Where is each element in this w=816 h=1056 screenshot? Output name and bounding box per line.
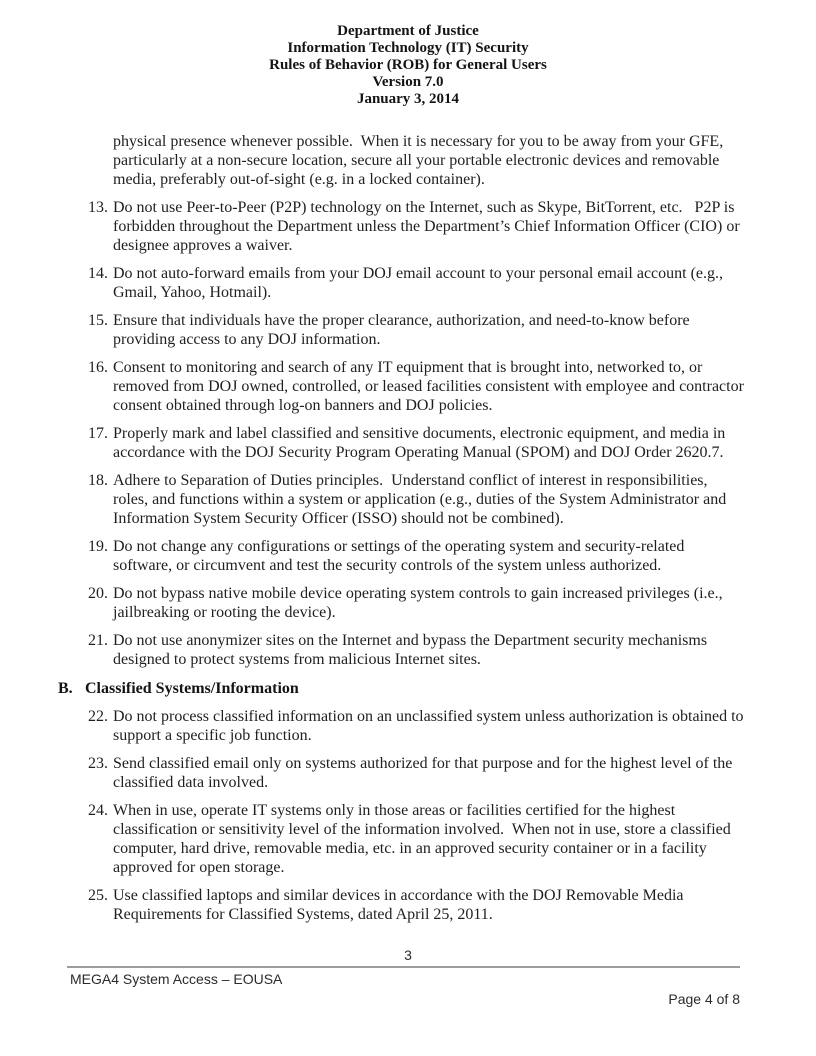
- continuation-paragraph: physical presence whenever possible. When it is necessary for you to be away from your GFE, particularly at a non-secure location, secure all your portable electronic devices and removable media, preferably out-of-sight (e.g. in a locked container).: [113, 133, 728, 188]
- list-item-text: Adhere to Separation of Duties principles. Understand conflict of interest in responsibilities, roles, and functions within a system or application (e.g., duties of the System Administrator and Information System Security Officer (ISSO) should not be combined).: [113, 472, 731, 527]
- list-item-number: 20.: [88, 585, 108, 602]
- header-line-it-security: Information Technology (IT) Security: [287, 40, 529, 56]
- list-item-text: Send classified email only on systems authorized for that purpose and for the highest level of the classified data involved.: [113, 755, 737, 791]
- list-item-text: Properly mark and label classified and sensitive documents, electronic equipment, and media in accordance with the DOJ Security Program Operating Manual (SPOM) and DOJ Order 2620.7.: [113, 425, 730, 461]
- document-body: [0, 132, 816, 933]
- list-item-13: [0, 198, 816, 255]
- list-item-text: Do not auto-forward emails from your DOJ email account to your personal email account (e.g., Gmail, Yahoo, Hotmail).: [113, 265, 728, 301]
- list-item-20: [0, 584, 816, 622]
- list-item-number: 19.: [88, 538, 108, 555]
- header-line-department: Department of Justice: [337, 23, 479, 39]
- document-page-number: 3: [404, 947, 412, 963]
- list-item-number: 23.: [88, 755, 108, 772]
- list-item-14: [0, 264, 816, 302]
- list-item-number: 16.: [88, 359, 108, 376]
- section-title: Classified Systems/Information: [85, 680, 299, 697]
- list-item-text: Use classified laptops and similar devices in accordance with the DOJ Removable Media Requirements for Classified Systems, dated April 25, 2011.: [113, 887, 688, 923]
- section-heading-classified-systems: [0, 679, 816, 699]
- list-item-16: [0, 358, 816, 415]
- list-item-text: Do not use Peer-to-Peer (P2P) technology on the Internet, such as Skype, BitTorrent, etc. P2P is forbidden throughout the Department unless the Department’s Chief Information Officer (CIO) or designee approves a waiver.: [113, 199, 744, 254]
- list-item-text: Do not bypass native mobile device operating system controls to gain increased privileges (i.e., jailbreaking or rooting the device).: [113, 585, 727, 621]
- list-item-17: [0, 424, 816, 462]
- list-item-text: Do not change any configurations or settings of the operating system and security-related software, or circumvent and test the security controls of the system unless authorized.: [113, 538, 689, 574]
- header-line-rob-title: Rules of Behavior (ROB) for General Users: [269, 57, 547, 73]
- list-item-number: 15.: [88, 312, 108, 329]
- list-item-25: [0, 886, 816, 924]
- footer-divider: [67, 966, 740, 968]
- list-item-number: 18.: [88, 472, 108, 489]
- list-item-21: [0, 631, 816, 669]
- header-line-version: Version 7.0: [372, 74, 444, 90]
- list-item-number: 21.: [88, 632, 108, 649]
- list-item-18: [0, 471, 816, 528]
- list-item-number: 25.: [88, 887, 108, 904]
- list-item-number: 17.: [88, 425, 108, 442]
- list-item-15: [0, 311, 816, 349]
- list-item-22: [0, 707, 816, 745]
- footer-page-indicator: Page 4 of 8: [668, 991, 740, 1007]
- document-header: [0, 23, 816, 108]
- list-item-text: Consent to monitoring and search of any IT equipment that is brought into, networked to, or removed from DOJ owned, controlled, or leased facilities consistent with employee and contractor consent obtained through log-on banners and DOJ policies.: [113, 359, 748, 414]
- list-item-19: [0, 537, 816, 575]
- list-item-number: 22.: [88, 708, 108, 725]
- footer-system-label: MEGA4 System Access – EOUSA: [70, 971, 283, 987]
- list-item-number: 14.: [88, 265, 108, 282]
- list-item-number: 24.: [88, 802, 108, 819]
- section-letter: B.: [58, 680, 73, 697]
- list-item-number: 13.: [88, 199, 108, 216]
- list-item-text: Do not use anonymizer sites on the Internet and bypass the Department security mechanisms designed to protect systems from malicious Internet sites.: [113, 632, 712, 668]
- list-item-24: [0, 801, 816, 877]
- header-line-date: January 3, 2014: [356, 91, 460, 107]
- list-item-23: [0, 754, 816, 792]
- list-item-text: Ensure that individuals have the proper clearance, authorization, and need-to-know before providing access to any DOJ information.: [113, 312, 694, 348]
- list-item-text: When in use, operate IT systems only in those areas or facilities certified for the highest classification or sensitivity level of the information involved. When not in use, store a classified computer, hard drive, removable media, etc. in an approved security container or in a facility approved for open storage.: [113, 802, 735, 876]
- list-item-text: Do not process classified information on an unclassified system unless authorization is obtained to support a specific job function.: [113, 708, 748, 744]
